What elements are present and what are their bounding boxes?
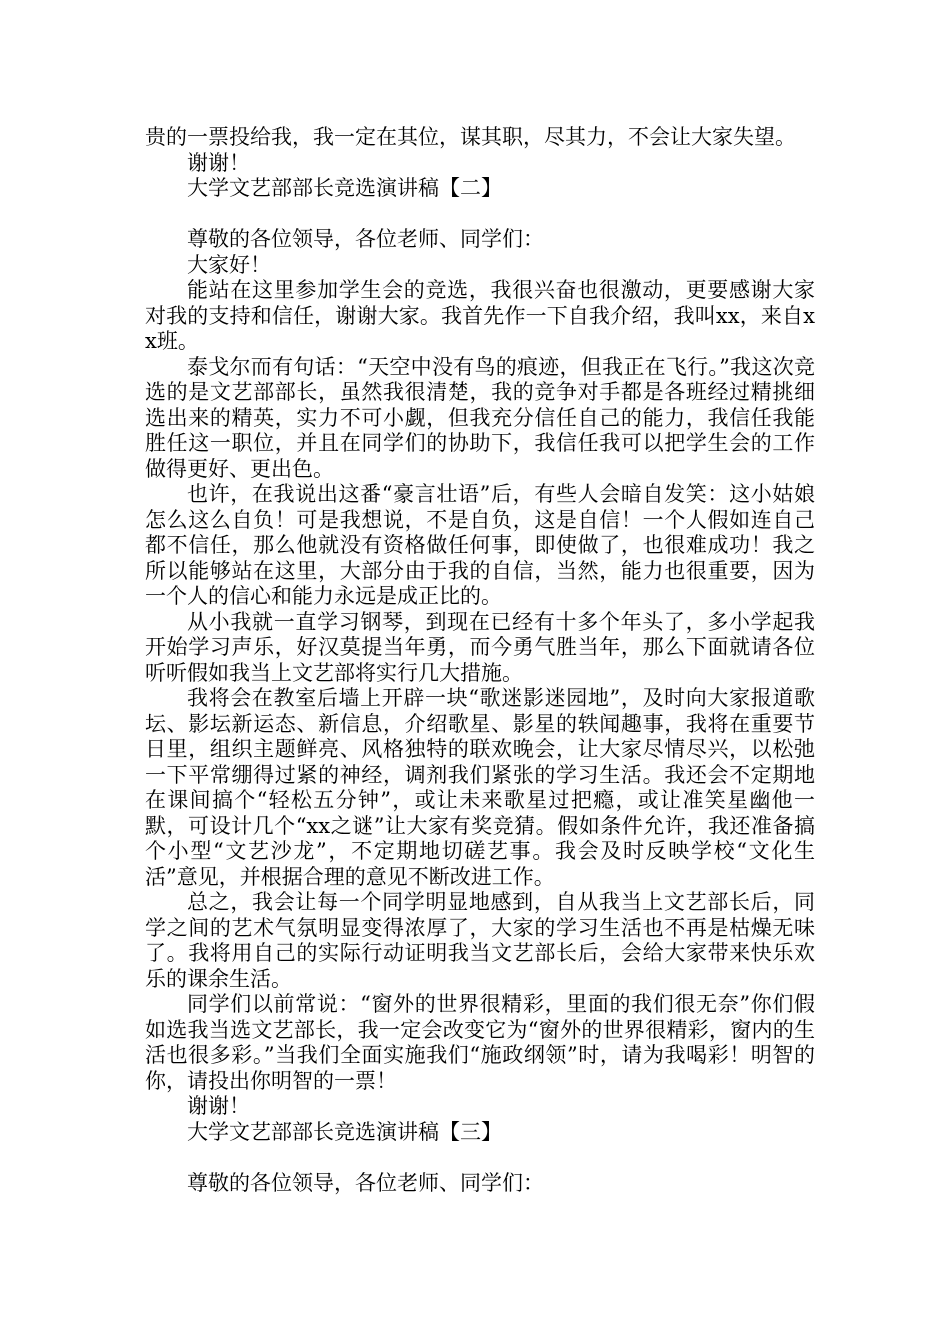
blank-line: [145, 202, 815, 228]
paragraph: 大学文艺部部长竞选演讲稿【二】: [187, 176, 502, 200]
paragraph: 总之，我会让每一个同学明显地感到，自从我当上文艺部长后，同学之间的艺术气氛明显变得浓厚了，大家的学习生活也不再是枯燥无味了。我将用自己的实际行动证明我当文艺部长后，会给大家带来快乐欢乐的课余生活。: [145, 890, 815, 991]
paragraph: 谢谢！: [187, 150, 250, 175]
blank-line: [145, 1145, 815, 1171]
paragraph: 从小我就一直学习钢琴，到现在已经有十多个年头了，多小学起我开始学习声乐，好汉莫提当年勇，而今勇气胜当年，那么下面就请各位听听假如我当上文艺部将实行几大措施。: [145, 609, 815, 685]
paragraph: 尊敬的各位领导，各位老师、同学们：: [187, 1170, 544, 1195]
paragraph: 大家好！: [187, 252, 271, 277]
paragraph: 同学们以前常说：“窗外的世界很精彩，里面的我们很无奈”你们假如选我当选文艺部长，我一定会改变它为“窗外的世界很精彩，窗内的生活也很多彩。”当我们全面实施我们“施政纲领”时，请为我喝彩！明智的你，请投出你明智的一票！: [145, 992, 815, 1093]
paragraph: 泰戈尔而有句话：“天空中没有鸟的痕迹，但我正在飞行。”我这次竞选的是文艺部部长，虽然我很清楚，我的竞争对手都是各班经过精挑细选出来的精英，实力不可小觑，但我充分信任自己的能力，我信任我能胜任这一职位，并且在同学们的协助下，我信任我可以把学生会的工作做得更好、更出色。: [145, 354, 815, 481]
paragraph: 能站在这里参加学生会的竞选，我很兴奋也很激动，更要感谢大家对我的支持和信任，谢谢大家。我首先作一下自我介绍，我叫xx，来自xx班。: [145, 278, 815, 353]
paragraph: 尊敬的各位领导，各位老师、同学们：: [187, 227, 544, 251]
document-body: [145, 125, 815, 1196]
paragraph: 贵的一票投给我，我一定在其位，谋其职，尽其力，不会让大家失望。: [145, 125, 796, 149]
paragraph: 大学文艺部部长竞选演讲稿【三】: [187, 1119, 502, 1144]
paragraph: 谢谢！: [187, 1094, 250, 1118]
paragraph: 也许，在我说出这番“豪言壮语”后，有些人会暗自发笑：这小姑娘怎么这么自负！可是我想说，不是自负，这是自信！一个人假如连自己都不信任，那么他就没有资格做任何事，即使做了，也很难成功！我之所以能够站在这里，大部分由于我的自信，当然，能力也很重要，因为一个人的信心和能力永远是成正比的。: [145, 482, 815, 608]
paragraph: 我将会在教室后墙上开辟一块“歌迷影迷园地”，及时向大家报道歌坛、影坛新运态、新信息，介绍歌星、影星的轶闻趣事，我将在重要节日里，组织主题鲜亮、风格独特的联欢晚会，让大家尽情尽兴，以松弛一下平常绷得过紧的神经，调剂我们紧张的学习生活。我还会不定期地在课间搞个“轻松五分钟”，或让未来歌星过把瘾，或让准笑星幽他一默，可设计几个“xx之谜”让大家有奖竞猜。假如条件允许，我还准备搞个小型“文艺沙龙”，不定期地切磋艺事。我会及时反映学校“文化生活”意见，并根据合理的意见不断改进工作。: [145, 686, 815, 889]
